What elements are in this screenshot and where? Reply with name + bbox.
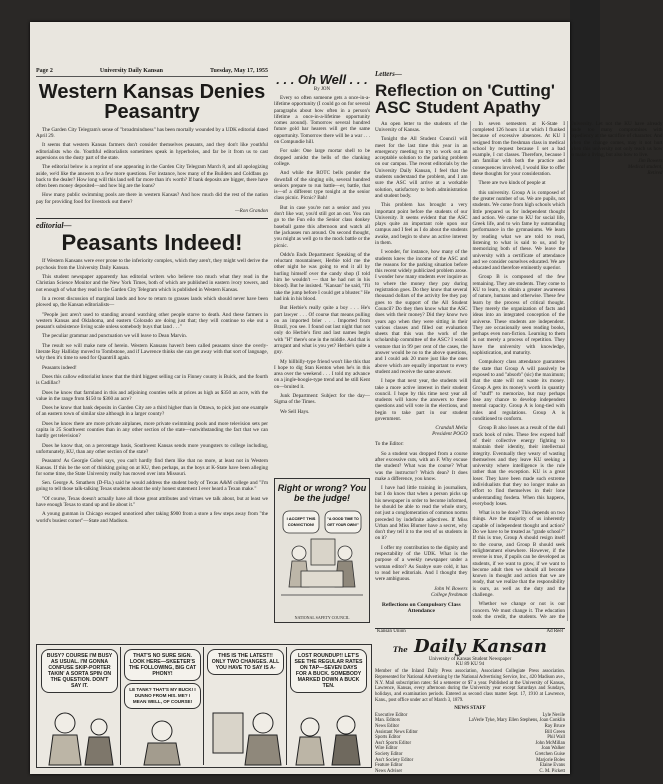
letter-3-cont-paragraph: Group B also loses as a result of the dull track book of rules. These few expend half of their collective energy fighting to maintain their identity, their intellectual integrity. Eventually they weary of wasting themselves and they leave KU seeking a university where intelligence is the rule rather than the exception. KU is a great loser. They have been made such extreme individualists that they no longer make an effort to find themselves in their lone understanding fosdeta. When this happens, everybody loses. (472, 425, 565, 507)
staff-list (375, 713, 565, 775)
staff-role: Assistant News Editor (375, 729, 418, 735)
editorial-1-body (36, 127, 268, 205)
letter-1-body (375, 121, 468, 423)
oh-well-paragraph: We Sell Hays. (280, 408, 310, 415)
staff-role: News Editor (375, 723, 400, 729)
scanner-edge (570, 0, 600, 784)
headline-reflection: Reflection on 'Cutting' ASC Student Apathy (375, 81, 555, 118)
column-title: . . . Oh Well . . . (276, 72, 368, 87)
editorial-2-body (36, 258, 268, 523)
comic-panel-4: LOST ROUNDUP!! LET'S SEE THE REGULAR RATES ON TAP—SEVEN DAYS FOR A BUCK. SOMEBODY MARKED DOWN A BUCK TEN. (288, 647, 369, 765)
letter-2-salutation: To the Editor: (375, 441, 404, 448)
staff-member: Ray Bruce (544, 723, 565, 729)
masthead-description: Member of the Inland Daily Press association, Associated Collegiate Press association. Represented for National Advertising by the National Advertising Service, Inc., 420 Madison ave., N.Y. Mail subscription rates: $4 a semester or $7 a year. Published at the University of Kansas, Lawrence, Kansas, every afternoon during the University year except Saturdays and Sundays, holidays, and examination periods. Entered as second class matter Sept. 17, 1910 at Lawrence, Kans., post office under act of March 3, 1879. (375, 669, 565, 703)
staff-role: Ass't Society Editor (375, 757, 414, 763)
staff-role: Society Editor (375, 751, 403, 757)
editorial-2-paragraph: If Western Kansans were ever prone to the inferiority complex, which they aren't, they might well derive the psychosis from the University Daily Kansan. (36, 258, 268, 271)
editorial-2-paragraph: "People just aren't used to standing around watching other people starve to death. And these farmers in western Kansas and Oklahoma, and eastern Colorado are doing just that; they will continue to eke out a peasant's subsistence living scale unless somebody buys that land . . ." (36, 311, 268, 331)
comic-panel-1: BUSY? COURSE I'M BUSY AS USUAL. I'M GONNA CONFUSE SKIP-PORTER TAKIN' A SORTA SPIN ON THE QUESTION. DON'T SAY IT. (39, 647, 121, 765)
editorial-2-paragraph: A young gunman in Chicago escaped unnoticed after taking $900 from a store a few steps away from "the world's busiest corner"—State and Madison. (36, 511, 268, 524)
staff-role: Wire Editor (375, 746, 398, 752)
staff-role: Man. Editors (375, 718, 401, 724)
cartoon-illustration (281, 509, 363, 609)
masthead-phones: KU 89 KU 94 (455, 662, 485, 667)
oh-well-paragraph: Every so often someone gets a once-in-a-lifetime opportunity (I could go on for several paragraphs about how often in a person's lifetime a once-in-a-lifetime opportunity comes around). Tomorrow several hundred future gold bar hearers will get the same opportunity. Tomorrow there will be a war . . . on Compundie hill. (274, 95, 370, 146)
letter-1-paragraph: Tonight the All Student Council will meet for the last time this year in an emergency meeting to try to work out an acceptable solution to the parking problem on our campus. The recent editorials by the University Daily Kansan, I feel that the students understand the problem, and I am sure the ASC will arrive at a workable solution, satisfactory to both administration and student body. (375, 136, 468, 199)
oh-well-paragraph: But Herbie's really quite a boy . . . He's part lawyer . . . Of course that means pulling on an imported brier . . . Imported from Brazil, you see. I found out last night that not only do Herbie's first and last names begin with "H" there's one in the middle. And that is arrogant and what is you yet? Herbie's quite a guy. (274, 305, 370, 356)
staff-member: Bill Green (544, 729, 565, 735)
oh-well-paragraph: But in case you're not a senior and you don't like war, you'd still got an out. You can go to the Fun eilo the Senior class donkey baseball game this afternoon and watch all the jackasses run around. On second thought, you might as well go to the mock battle or the picnic. (274, 204, 370, 249)
cartoon-caption-left: I ACCEPT THIS (286, 516, 316, 521)
letter-2-paragraph: I offer my contribution to the dignity and respectability of the UDK. What is the purpose of a weekly newspaper under a woman editor? As Soabye sure cold, it has to read her editorials. And I thought they were ambiguous. (375, 544, 468, 583)
staff-role: Executive Editor (375, 712, 408, 718)
editorial-1-paragraph: It seems that western Kansas farmers don't consider themselves peasants, and they don't like youthful editorialists who do. Youthful editorialists sometimes speak in hyperboles, and far be it from us to cast aspersions on the dusty part of the state. (36, 142, 268, 161)
oh-well-paragraph: Junk Department: Subject for the day—Sigma of the Times. (274, 393, 370, 406)
column-byline: By JON (313, 87, 331, 92)
page-header (36, 68, 268, 77)
editorial-2-paragraph: Does he know that bank deposits in Garden City are a third higher than in Ottawa, to pick just one example of an eastern town of similar size although in a larger county? (36, 405, 268, 418)
letter-3-cont-paragraph: Whether we change or not is our concern. We must change it. The education took the credit, the students. We are the University. Let not the KU have already made too many compromises with expediency at the sacrifice of character. And when the change comes, may it not hurt when this university not only teach us how to make a living, but also how to live. (472, 120, 663, 620)
editorial-2-paragraph: Does he know there are more private airplanes, more private swimming pools and more television sets per capita in 25 Southwest counties than in any other section of the state—notwithstanding the fact that we can hardly get television? (36, 420, 268, 440)
oh-well-paragraph: For sale: One large mortar shell to be dropped amidst the bells of the clanking college. (274, 148, 370, 167)
letters-body (375, 120, 663, 621)
masthead-right-info: Ad Reel (546, 629, 563, 634)
oh-well-paragraph: My hillbilly-type friend won't like this that I hope to dig Stan Kenton when he's in this area over the weekend . . . I told my advance on a jingle-boogie-type trend and he still Kent on—bruited it. (274, 358, 370, 390)
comic-figure-3 (205, 703, 286, 765)
comic-panel-2: THAT'S NO SURE SIGN. LOOK HERE—SKEETER'S THE FOLLOWING, BIG CAT PHONY! LE TANK? THAT'S MY BUCK! I DUNNO FROM HIS. ME? I MEAN WELL, OF COURSE! (122, 647, 204, 765)
headline-peasants-indeed: Peasants Indeed! (61, 230, 243, 256)
comic-figure-4 (288, 709, 369, 765)
editorial-1-paragraph: The Garden City Telegram's sense of "broadmindness" has been mortally wounded by a UDK editorial dated April 29. (36, 126, 268, 140)
editorial-1-paragraph: The editorial below is a reprint of one appearing in the Garden City Telegram March 8, and all apologizing aside, we'd like the answers to a few more questions. For instance, how many of the Builders and Coldfans go back to the dealer? How long will this land sell far more than it's worth? If bank deposits are bigger, there have often been money deposited—and how big are the loans? (36, 164, 268, 190)
comic-figure-2 (122, 715, 203, 765)
editorial-2-paragraph: Peasants! As Georgie Gobel says, you can't hardly find them like that no more, at least not in Western Kansas. If this be the sort of thinking going on at KU, then perhaps, as the boys at K-State have been alleging for some time, the State University really has moved over into Missouri. (36, 458, 268, 477)
oh-well-paragraph: And while the ROTC bells ponder the downfall of the singing oils, several hundred seniors prepare to run battle—er, battle, that is—of a different type tonight at the senior class picnic. Picnic? Bah! (274, 170, 370, 202)
staff-member: Elaine Evans (539, 763, 565, 769)
letter-3-subhead: Reflections on Compulsory Class Attendance (381, 601, 461, 614)
letter-3-signature: Jim Bowers Medical student, Retired (627, 158, 663, 177)
letter-3-body-start (473, 121, 566, 187)
letter-1-signature: Crandall Melia President POGO (432, 425, 468, 438)
masthead (375, 628, 565, 774)
staff-role: News Adviser (375, 768, 403, 774)
staff-role: Feature Editor (375, 763, 403, 769)
letter-3-cont-paragraph: What is to be done? This depends on two things. Are the majority of us inherently capable of independent thought and action? Do we have to be treated as "grade school?" If this is true, Group A should resign itself to the course, and Group B should seek enlightenment elsewhere. However, if the reverse is true, if pupils can be developed as students, if we want to grow, if we want to become adult then we should all become known in thought and action that we are ready, that we realize that the responsibility is ours, as well as the duty and the challenge. (472, 510, 565, 599)
oh-well-paragraph: Odds'n Ends Department: Speaking of the reluctant mountaineer, Herbie told me the other night he was going to end it all by hurling himself over the candy shop (I told him he wouldn't — that he had not in his blood). But he insisted. "Kansan" he said, "I'll take the jump before I could get a bluster." He had ink in his blood. (274, 251, 370, 302)
letter-3-cont-paragraph: this university. Group A is composed of the greater number of us. We are pupils, not students. We come from high schools which little prepared us for independent thought and action. We came to KU for social life, Greek life, and to win fame by outstanding performance in the gymnasiums. We learn by reading what we are told to read, listening to what is said to us, and by memorizing both of these. We leave the university with a certificate of attendance and we consider ourselves educated. We are educated and therefore eminently superior. (472, 189, 565, 272)
letter-2-paragraph: I have had little training in journalism, but I do know that when a person picks up his newspaper in order to become informed, he should be able to read the whole story, not just a conglomeration of common norms preceded by indefinite adjectives. If Miss Urban and Miss Blumer have a secret, why don't they tell it to the rest of us students in on it? (375, 485, 468, 542)
staff-heading: NEWS STAFF (454, 705, 486, 711)
letter-3-cont-paragraph: Group B is composed of the few remaining. They are students. They come to KU to learn, to obtain a greater awareness of nature, humans and otherwise. These few learn by the process of critical thought. They merely the organization of facts and ideas into an integrated conception of the universe. These students are independent. They are occasionally seen reading books, perhaps even non-fiction. Learning to them is not merely a process of repetition. They have the university with knowledge, sophistication, and maturity. (472, 274, 565, 357)
editorial-kicker: editorial— (36, 218, 268, 230)
letter-1-paragraph: I hope that next year, the students will take a more active interest in their student council. I hope by this time next year all students will know the answers to these questions and will vote in the elections, and begin to take part in our student government. (375, 378, 468, 423)
letter-1-paragraph: An open letter to the students of the University of Kansas. (375, 120, 468, 133)
staff-member: LaVerle Tyke, Mary Ellen Stephens, Joan Conklin (468, 718, 565, 724)
editorial-2-paragraph: The peculiar grammar and punctuation we will leave to Dean Marvin. (42, 333, 188, 340)
letters-label: Letters— (375, 70, 402, 78)
newspaper-page (30, 22, 663, 774)
editorial-2-paragraph: "Of course, Texas doesn't actually have all those great attributes and virtues we talk about, but at least we have enough Texas to stand up and lie about it." (36, 495, 268, 508)
editorial-1-signature: —Ron Grandon (235, 208, 268, 215)
svg-text:GET YOUR OWN!": GET YOUR OWN!" (327, 523, 359, 527)
masthead-subtitle: University of Kansas Student Newspaper (428, 657, 512, 662)
staff-role: Ass't Sports Editor (375, 740, 412, 746)
issue-date: Tuesday, May 17, 1955 (210, 68, 268, 74)
svg-text:CONVICTION!: CONVICTION! (287, 522, 315, 527)
editorial-2-paragraph: In a recent discussion of marginal lands and how to return to grasses lands which should never have been plowed up, the Kansan editorialists— (36, 295, 268, 309)
staff-member: Gretchen Guise (535, 751, 565, 757)
cartoon-credit: NATIONAL SAFETY COUNCIL (294, 615, 350, 620)
editorial-2-paragraph: Does he know that farmland in this and adjoining counties sells at prices as high as $350 an acre, with the value in the range from $150 to $360 an acre? (36, 389, 268, 402)
oh-well-body (274, 95, 370, 415)
comic-panel-3: THIS IS THE LATEST!! ONLY TWO CHANGES. ALL YOU HAVE TO SAY IS A- (205, 647, 287, 765)
staff-role: Sports Editor (375, 735, 401, 741)
staff-row (375, 769, 565, 775)
paper-name: University Daily Kansan (99, 68, 163, 74)
cartoon-title: Right or wrong? You be the judge! (277, 483, 367, 503)
letter-2-body (375, 451, 468, 583)
editorial-column (36, 80, 268, 642)
editorial-2-paragraph: Does this callow editorialist know that the third biggest selling car in Finney county is Buick, and the fourth is Cadillac? (36, 373, 268, 387)
staff-member: C. M. Pickett (539, 768, 565, 774)
letter-2-signature: John W. Bowers College freshman (430, 585, 468, 598)
letter-1-paragraph: This problem has brought a very important point before the students of our University. It seems evident that the ASC plays quite an important role upon our campus and I feel as I do about the students awake, and begin to show an active interest in them. (375, 202, 468, 246)
editorial-2-paragraph: Does he know that, on a percentage basis, Southwest Kansas sends more youngsters to college including, unfortunately, KU, than any other section of the state? (36, 442, 268, 455)
staff-member: Phil Wall (547, 735, 565, 741)
headline-western-kansas: Western Kansas Denies Peasantry (38, 81, 266, 124)
staff-member: Joan Walker (541, 746, 565, 752)
masthead-left-info: Kansan Union (377, 629, 406, 634)
masthead-title: The Daily Kansan (393, 636, 547, 657)
editorial-2-paragraph: Sen. George A. Smathers (D-Fla.) said he would address the student body of Texas A&M college and "I'm going to tell those talk-talking Texas students about the only honest statement I ever heard a Texan make." (36, 480, 268, 493)
staff-member: Marjorie Boles (536, 757, 565, 763)
safety-cartoon (274, 478, 370, 623)
letter-3-paragraph: In seven semesters at K-State I completed 126 hours 14 at which I flunked because of excessive absences. At KU I resigned from the freshman class in medical school by request because I set a bad example, I cut classes. Therefore, because I am familiar with both the practice and consequences involved, I would like to offer these thoughts for your consideration. (472, 120, 565, 178)
page-number: Page 2 (36, 68, 53, 74)
editorial-2-paragraph: This student newspaper apparently has editorial writers who believe too much what they read in the Christian Science Monitor and the New York Times, both of which are published in eastern ivory towers, and not enough of what they read in the Garden City Telegram which is published in Western Kansas. (36, 274, 268, 293)
editorial-2-paragraph: The result we will make note of herein. Western Kansans haven't been called peasants since the overly-literate Ray Halliday moved to Tombstone, and if Lawrence thinks she can get away with that sort of language, why then it's time to send for Quantrill again. (36, 342, 268, 362)
letter-2-paragraph: So a student was dropped from a course after excessive cuts, with an F. Why excuse the student? What was the course? What was the instructor? Which dean? It does make a difference, you know. (375, 450, 468, 482)
editorial-2-paragraph: Peasants indeed! (42, 364, 77, 371)
letters-column (375, 70, 663, 720)
letter-3-body-continued (473, 121, 663, 621)
comic-figure-1 (39, 705, 120, 765)
comic-strip (36, 644, 372, 768)
editorial-1-paragraph: How many public swimming pools are there in western Kansas? And how much did the rest of the nation pay for providing food for livestock out there? (36, 192, 268, 205)
staff-member: John McMillan (535, 740, 565, 746)
letter-3-cont-paragraph: Compulsory class attendance guarantees the state that Group A will passively be exposed to and "absorb" (sic) the maximum; that the state will not waste its money. Group A gets its money's worth in quantity of "stuff" to memorize, but may perhaps lose any chance to develop independent mental capacity. Group A is long-tied with rules and regulations. Group A is conditioned to conform. (472, 359, 565, 423)
cartoon-caption-right: "A GOOD TIME TO (327, 517, 359, 521)
letter-3-paragraph: There are two kinds of people at (478, 180, 546, 187)
letter-1-paragraph: I wonder, for instance, how many of the students knew the income of the ASC and the reasons for the parking situation before this recent widely publicized problem arose. I wonder how many students ever inquire as to where the money they pay during registration goes. Do they know that several thousand dollars of the activity fee they pay goes to the support of the All Student Council? Do they then know what the ASC does with their money? Did they know two years ago when they were sitting in their various classes and filled out evaluation sheets that this was the work of the scholarship committee of the ASC? I would venture that in 99 per cent of the cases, the answer would be no to the above questions, and I could ask 20 more just like the ones above which are equally important to every student and receive the same answer. (375, 249, 468, 375)
staff-member: Lyle Nevile (542, 712, 565, 718)
